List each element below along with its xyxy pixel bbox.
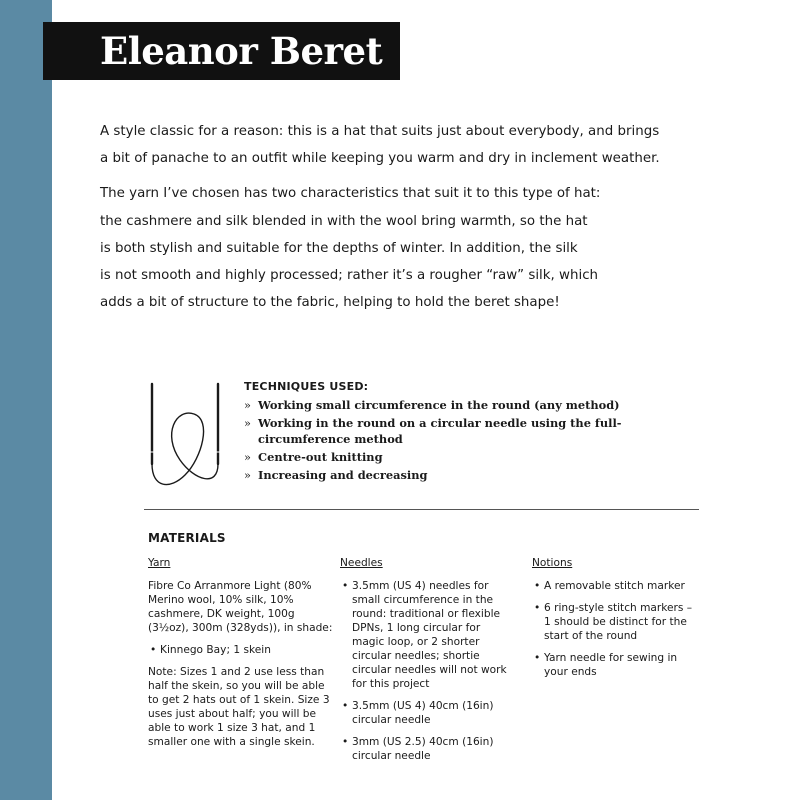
needle-item: • 3.5mm (US 4) 40cm (16in) circular needle bbox=[340, 699, 510, 727]
intro-line: A style classic for a reason: this is a hat that suits just about everybody, and brings bbox=[100, 124, 660, 139]
intro-line: the cashmere and silk blended in with the wool bring warmth, so the hat bbox=[100, 213, 588, 229]
notions-column bbox=[532, 556, 702, 687]
title-banner bbox=[43, 22, 400, 80]
yarn-note: Note: Sizes 1 and 2 use less than half the skein, so you will be able to get 2 hats out of 1 skein. Size 3 uses just about half; you will be able to work 1 size 3 hat, and 1 smaller one with a single skein. bbox=[148, 666, 330, 748]
yarn-item: • Kinnego Bay; 1 skein bbox=[148, 643, 333, 657]
notion-item: • 6 ring-style stitch markers – 1 should be distinct for the start of the round bbox=[532, 601, 702, 643]
section-divider bbox=[144, 509, 699, 510]
needles-column bbox=[340, 556, 510, 771]
technique-item: » Increasing and decreasing bbox=[244, 467, 704, 483]
yarn-heading: Yarn bbox=[148, 557, 171, 569]
intro-paragraph-2 bbox=[100, 180, 720, 316]
needle-item: • 3.5mm (US 4) needles for small circumference in the round: traditional or flexible DPNs, 1 long circular for magic loop, or 2 shorter circular needles; shortie circular needles will not work for this project bbox=[340, 579, 510, 691]
notions-list bbox=[532, 579, 702, 679]
page-title: Eleanor Beret bbox=[100, 29, 383, 73]
notion-item: • A removable stitch marker bbox=[532, 579, 702, 593]
side-color-bar bbox=[0, 0, 52, 800]
intro-line: adds a bit of structure to the fabric, helping to hold the beret shape! bbox=[100, 295, 560, 311]
needles-heading: Needles bbox=[340, 557, 383, 569]
needles-list bbox=[340, 579, 510, 763]
yarn-list bbox=[148, 643, 333, 657]
intro-paragraph-1 bbox=[100, 118, 720, 172]
intro-line: is both stylish and suitable for the depths of winter. In addition, the silk bbox=[100, 240, 578, 256]
circular-needle-icon bbox=[140, 380, 230, 500]
notions-heading: Notions bbox=[532, 557, 573, 569]
intro-line: is not smooth and highly processed; rather it’s a rougher “raw” silk, which bbox=[100, 268, 599, 284]
yarn-column bbox=[148, 556, 333, 757]
techniques-list bbox=[244, 397, 704, 483]
technique-item: » Working in the round on a circular needle using the full-circumference method bbox=[244, 415, 704, 447]
materials-heading: MATERIALS bbox=[148, 531, 226, 545]
intro-line: a bit of panache to an outfit while keeping you warm and dry in inclement weather. bbox=[100, 151, 660, 167]
needle-item: • 3mm (US 2.5) 40cm (16in) circular needle bbox=[340, 735, 510, 763]
notion-item: • Yarn needle for sewing in your ends bbox=[532, 651, 702, 679]
techniques-section bbox=[244, 380, 704, 485]
intro-line: The yarn I’ve chosen has two characteristics that suit it to this type of hat: bbox=[100, 186, 601, 202]
techniques-heading: TECHNIQUES USED: bbox=[244, 380, 369, 393]
technique-item: » Working small circumference in the round (any method) bbox=[244, 397, 704, 413]
yarn-description: Fibre Co Arranmore Light (80% Merino wool, 10% silk, 10% cashmere, DK weight, 100g (3½oz), 300m (328yds)), in shade: bbox=[148, 580, 333, 634]
intro-text bbox=[100, 118, 720, 324]
technique-item: » Centre-out knitting bbox=[244, 449, 704, 465]
